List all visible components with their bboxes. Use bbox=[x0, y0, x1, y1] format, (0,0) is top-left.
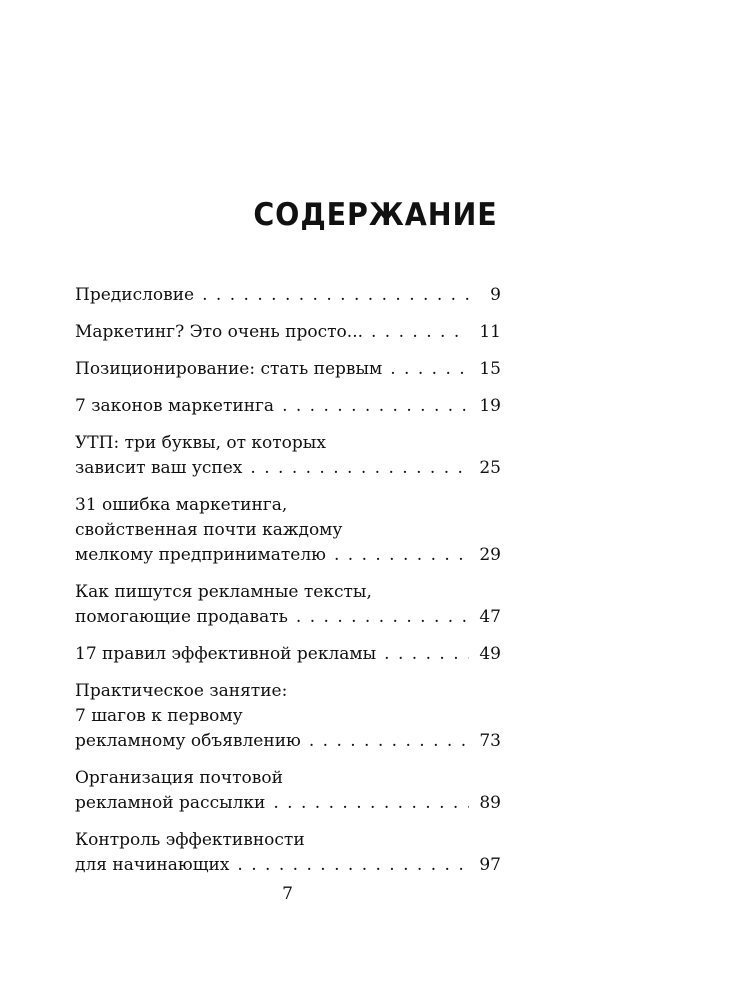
toc-entry-last-line bbox=[75, 543, 501, 568]
toc-entry-title-line: Контроль эффективности bbox=[75, 830, 305, 850]
toc-entry-title-line: рекламной рассылки bbox=[75, 793, 266, 813]
toc-entry-page: 25 bbox=[479, 458, 501, 478]
toc-entry-page: 49 bbox=[479, 644, 501, 664]
dot-leader bbox=[371, 320, 469, 345]
toc-entry-page: 19 bbox=[479, 396, 501, 416]
toc-entry bbox=[75, 320, 501, 345]
dot-leader bbox=[296, 605, 469, 630]
dot-leader bbox=[334, 543, 469, 568]
toc-entry-page: 97 bbox=[479, 855, 501, 875]
toc-entry-title-line: Как пишутся рекламные тексты, bbox=[75, 582, 372, 602]
dot-leader bbox=[282, 394, 469, 419]
toc-entry bbox=[75, 828, 501, 878]
dot-leader bbox=[273, 791, 469, 816]
page-number: 7 bbox=[282, 884, 293, 904]
toc-entry bbox=[75, 580, 501, 630]
toc-entry-title-line: Маркетинг? Это очень просто... bbox=[75, 322, 363, 342]
toc-entry-page: 73 bbox=[479, 731, 501, 751]
toc-entry-page: 15 bbox=[479, 359, 501, 379]
toc-entry-last-line bbox=[75, 605, 501, 630]
toc-entry-title-line: Предисловие bbox=[75, 285, 195, 305]
toc-entry-last-line bbox=[75, 357, 501, 382]
toc-entry-last-line bbox=[75, 853, 501, 878]
toc-entry bbox=[75, 766, 501, 816]
toc-entry-page: 47 bbox=[479, 607, 501, 627]
toc-entry-last-line bbox=[75, 456, 501, 481]
dot-leader bbox=[202, 283, 469, 308]
toc-entry bbox=[75, 357, 501, 382]
toc-entry-title-line: для начинающих bbox=[75, 855, 230, 875]
toc-entry-page: 89 bbox=[479, 793, 501, 813]
toc-entry-title-line: свойственная почти каждому bbox=[75, 520, 343, 540]
dot-leader bbox=[237, 853, 469, 878]
toc-entry-title-line: Позиционирование: стать первым bbox=[75, 359, 383, 379]
dot-leader bbox=[384, 642, 469, 667]
toc-entry-last-line bbox=[75, 642, 501, 667]
toc-entry bbox=[75, 431, 501, 481]
toc-entry-page: 11 bbox=[479, 322, 501, 342]
dot-leader bbox=[250, 456, 469, 481]
toc-entry-title-line: помогающие продавать bbox=[75, 607, 288, 627]
dot-leader bbox=[309, 729, 469, 754]
toc-entry-title-line: 7 шагов к первому bbox=[75, 706, 243, 726]
toc-entry-last-line bbox=[75, 320, 501, 345]
toc-entry bbox=[75, 493, 501, 568]
toc-entry-title-line: мелкому предпринимателю bbox=[75, 545, 326, 565]
toc-entry-title-line: 7 законов маркетинга bbox=[75, 396, 275, 416]
toc-entry-title-line: рекламному объявлению bbox=[75, 731, 301, 751]
toc-entry-last-line bbox=[75, 729, 501, 754]
toc-entry bbox=[75, 283, 501, 308]
toc-entry bbox=[75, 642, 501, 667]
toc-entry-page: 9 bbox=[490, 285, 501, 305]
page-title: СОДЕРЖАНИЕ bbox=[253, 197, 498, 233]
toc-entry-page: 29 bbox=[479, 545, 501, 565]
toc-entry-title-line: зависит ваш успех bbox=[75, 458, 243, 478]
toc-entry-last-line bbox=[75, 394, 501, 419]
toc-entry-title-line: УТП: три буквы, от которых bbox=[75, 433, 326, 453]
toc-entry-last-line bbox=[75, 791, 501, 816]
toc-entry-title-line: Организация почтовой bbox=[75, 768, 283, 788]
toc-entry-title-line: 31 ошибка маркетинга, bbox=[75, 495, 288, 515]
toc-entry-title-line: 17 правил эффективной рекламы bbox=[75, 644, 377, 664]
toc-entry-title-line: Практическое занятие: bbox=[75, 681, 288, 701]
table-of-contents bbox=[75, 283, 501, 890]
toc-entry-last-line bbox=[75, 283, 501, 308]
toc-entry bbox=[75, 679, 501, 754]
toc-entry bbox=[75, 394, 501, 419]
dot-leader bbox=[390, 357, 469, 382]
